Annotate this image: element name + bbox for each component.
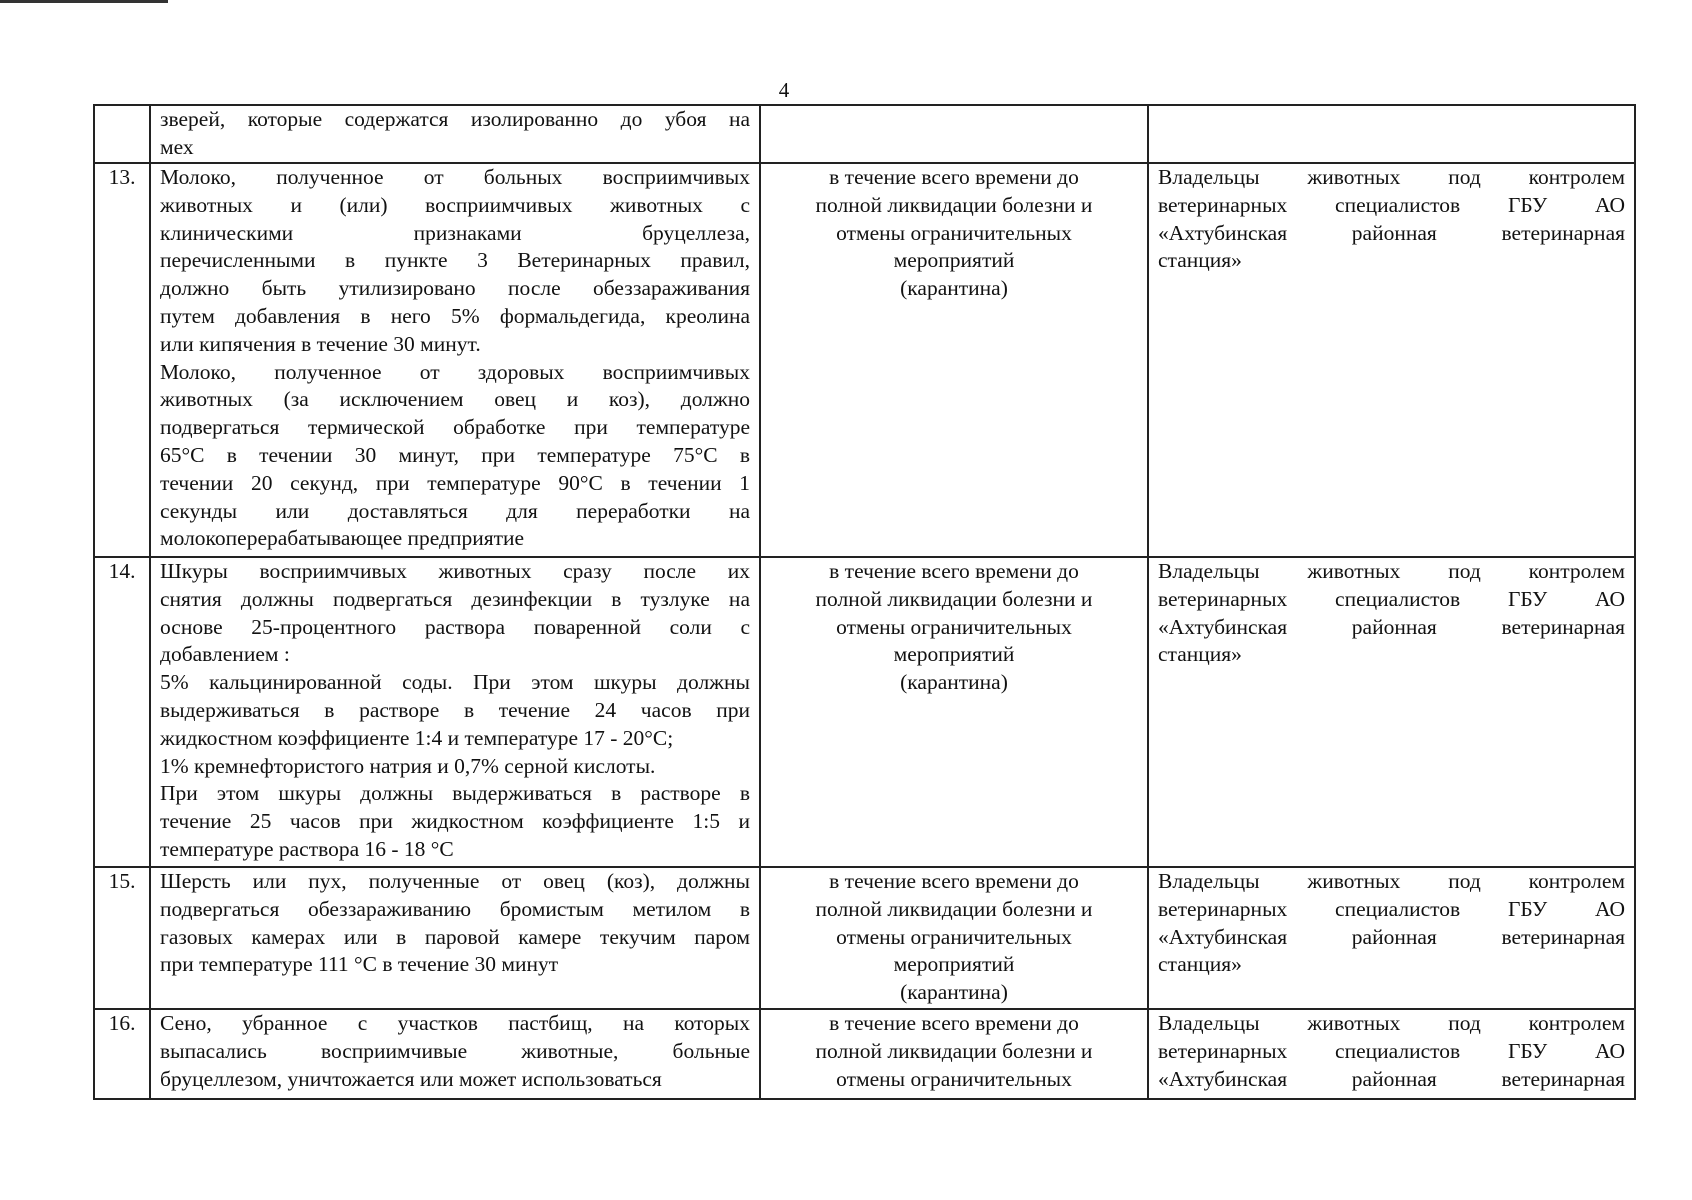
text-line: перечисленными в пункте 3 Ветеринарных правил, (160, 248, 750, 273)
table-row (94, 867, 1635, 1009)
table-row (94, 557, 1635, 867)
scan-edge-mark (0, 0, 168, 3)
text-line: (карантина) (900, 980, 1008, 1005)
term-cell (760, 163, 1148, 557)
text-line: (карантина) (900, 670, 1008, 695)
measure-cell (150, 163, 760, 557)
measure-cell (150, 557, 760, 867)
text-line: Молоко, полученное от больных восприимчивых (160, 165, 750, 189)
text-line: газовых камерах или в паровой камере текучим паром (160, 924, 750, 949)
text-line: в течение всего времени до (829, 165, 1079, 189)
text-line: отмены ограничительных (836, 1066, 1072, 1091)
text-line: добавлением : (160, 642, 290, 667)
measure-text (160, 558, 750, 864)
text-line: снятия должны подвергаться дезинфекции в тузлуке на (160, 586, 750, 611)
responsible-text (1158, 1010, 1625, 1096)
text-line: мероприятий (893, 248, 1015, 273)
text-line: «Ахтубинская районная ветеринарная (1158, 1066, 1625, 1091)
text-line: клиническими признаками бруцеллеза, (160, 220, 750, 245)
text-line: При этом шкуры должны выдерживаться в растворе в (160, 781, 750, 806)
text-line: температуре раствора 16 - 18 °С (160, 836, 454, 861)
text-line: отмены ограничительных (836, 614, 1072, 639)
responsible-text (1158, 868, 1625, 979)
text-line: «Ахтубинская районная ветеринарная (1158, 924, 1625, 949)
text-line: полной ликвидации болезни и (815, 1038, 1093, 1063)
text-line: ветеринарных специалистов ГБУ АО (1158, 896, 1625, 921)
measure-cell (150, 105, 760, 163)
responsible-cell (1148, 105, 1635, 163)
text-line: полной ликвидации болезни и (815, 586, 1093, 611)
text-line: Владельцы животных под контролем (1158, 1011, 1625, 1035)
text-line: Сено, убранное с участков пастбищ, на которых (160, 1011, 750, 1035)
text-line: жидкостном коэффициенте 1:4 и температуре 17 - 20°С; (160, 725, 674, 750)
text-line: 5% кальцинированной соды. При этом шкуры должны (160, 670, 750, 695)
row-number: 16. (94, 1009, 150, 1099)
text-line: мероприятий (893, 952, 1015, 977)
text-line: (карантина) (900, 276, 1008, 301)
text-line: Шерсть или пух, полученные от овец (коз), должны (160, 869, 750, 893)
text-line: секунды или доставляться для переработки на (160, 498, 750, 523)
term-text (770, 1010, 1138, 1096)
text-line: отмены ограничительных (836, 220, 1072, 245)
text-line: ветеринарных специалистов ГБУ АО (1158, 1038, 1625, 1063)
text-line: зверей, которые содержатся изолированно до убоя на (160, 107, 750, 131)
text-line: подвергаться обеззараживанию бромистым метилом в (160, 896, 750, 921)
text-line: молокоперерабатывающее предприятие (160, 526, 525, 551)
text-line: Владельцы животных под контролем (1158, 869, 1625, 893)
text-line: 1% кремнефтористого натрия и 0,7% серной кислоты. (160, 753, 656, 778)
text-line: бруцеллезом, уничтожается или может использоваться (160, 1066, 662, 1091)
text-line: в течение всего времени до (829, 1011, 1079, 1035)
text-line: станция» (1158, 642, 1242, 667)
measures-table (93, 104, 1636, 1100)
text-line: «Ахтубинская районная ветеринарная (1158, 614, 1625, 639)
text-line: 65°С в течении 30 минут, при температуре 75°С в (160, 442, 750, 467)
measure-cell (150, 867, 760, 1009)
measure-text (160, 164, 750, 553)
text-line: выдерживаться в растворе в течение 24 часов при (160, 697, 750, 722)
text-line: течение 25 часов при жидкостном коэффициенте 1:5 и (160, 809, 750, 834)
text-line: животных (за исключением овец и коз), должно (160, 387, 750, 412)
responsible-cell (1148, 867, 1635, 1009)
table-row (94, 1009, 1635, 1099)
responsible-text (1158, 558, 1625, 669)
text-line: полной ликвидации болезни и (815, 896, 1093, 921)
text-line: полной ликвидации болезни и (815, 192, 1093, 217)
text-line: Молоко, полученное от здоровых восприимчивых (160, 359, 750, 384)
row-number: 15. (94, 867, 150, 1009)
measure-text (160, 1010, 750, 1096)
term-text (770, 558, 1138, 697)
term-cell (760, 557, 1148, 867)
row-number: 14. (94, 557, 150, 867)
text-line: подвергаться термической обработке при температуре (160, 415, 750, 440)
text-line: мероприятий (893, 642, 1015, 667)
text-line: в течение всего времени до (829, 869, 1079, 893)
text-line: ветеринарных специалистов ГБУ АО (1158, 192, 1625, 217)
measure-text (160, 106, 750, 162)
term-text (770, 164, 1138, 303)
text-line: течении 20 секунд, при температуре 90°С в течении 1 (160, 470, 750, 495)
text-line: путем добавления в него 5% формальдегида, креолина (160, 303, 750, 328)
row-number: 13. (94, 163, 150, 557)
responsible-text (1158, 164, 1625, 275)
text-line: или кипячения в течение 30 минут. (160, 331, 481, 356)
text-line: выпасались восприимчивые животные, больные (160, 1038, 750, 1063)
text-line: Владельцы животных под контролем (1158, 559, 1625, 583)
responsible-cell (1148, 163, 1635, 557)
table-row (94, 163, 1635, 557)
text-line: в течение всего времени до (829, 559, 1079, 583)
measure-cell (150, 1009, 760, 1099)
text-line: основе 25-процентного раствора поваренной соли с (160, 614, 750, 639)
text-line: станция» (1158, 248, 1242, 273)
table-row (94, 105, 1635, 163)
text-line: мех (160, 134, 194, 159)
text-line: должно быть утилизировано после обеззараживания (160, 276, 750, 301)
text-line: «Ахтубинская районная ветеринарная (1158, 220, 1625, 245)
measure-text (160, 868, 750, 979)
term-text (770, 868, 1138, 1007)
term-cell (760, 1009, 1148, 1099)
text-line: ветеринарных специалистов ГБУ АО (1158, 586, 1625, 611)
text-line: отмены ограничительных (836, 924, 1072, 949)
page-number: 4 (778, 78, 790, 102)
text-line: станция» (1158, 952, 1242, 977)
text-line: при температуре 111 °С в течение 30 минут (160, 952, 559, 977)
term-cell (760, 867, 1148, 1009)
responsible-cell (1148, 1009, 1635, 1099)
text-line: Шкуры восприимчивых животных сразу после их (160, 559, 750, 583)
responsible-cell (1148, 557, 1635, 867)
text-line: Владельцы животных под контролем (1158, 165, 1625, 189)
row-number (94, 105, 150, 163)
term-cell (760, 105, 1148, 163)
text-line: животных и (или) восприимчивых животных с (160, 192, 750, 217)
